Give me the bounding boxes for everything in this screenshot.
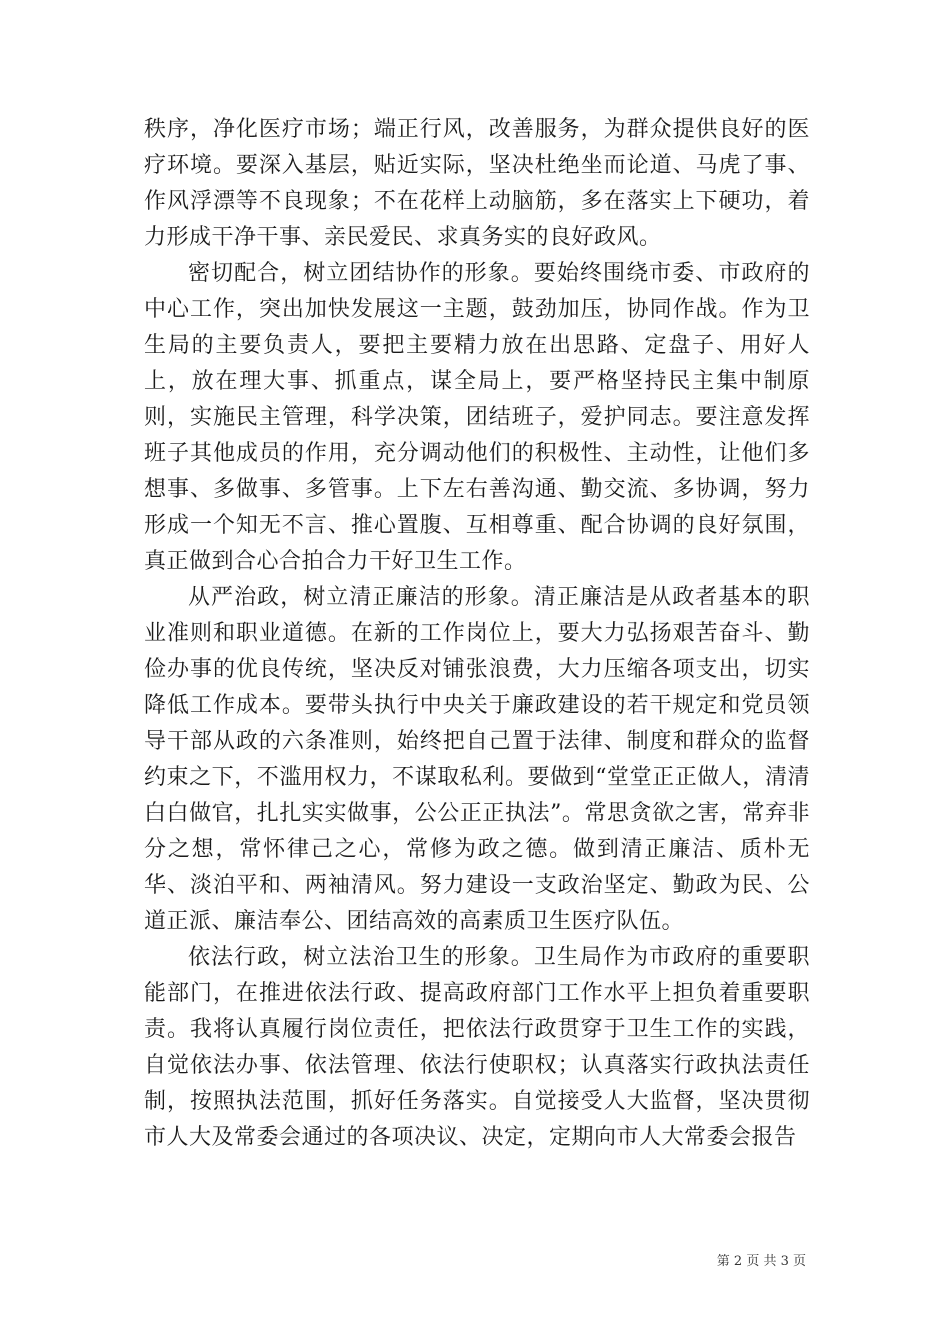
document-body [144,112,810,1156]
page-number-footer: 第 2 页 共 3 页 [716,1254,806,1269]
paragraph-2: 密切配合，树立团结协作的形象。要始终围绕市委、市政府的中心工作，突出加快发展这一主题，鼓劲加压，协同作战。作为卫生局的主要负责人，要把主要精力放在出思路、定盘子、用好人上，放在理大事、抓重点，谋全局上，要严格坚持民主集中制原则，实施民主管理，科学决策，团结班子，爱护同志。要注意发挥班子其他成员的作用，充分调动他们的积极性、主动性，让他们多想事、多做事、多管事。上下左右善沟通、勤交流、多协调，努力形成一个知无不言、推心置腹、互相尊重、配合协调的良好氛围，真正做到合心合拍合力干好卫生工作。 [144,261,810,574]
paragraph-3: 从严治政，树立清正廉洁的形象。清正廉洁是从政者基本的职业准则和职业道德。在新的工作岗位上，要大力弘扬艰苦奋斗、勤俭办事的优良传统，坚决反对铺张浪费，大力压缩各项支出，切实降低工作成本。要带头执行中央关于廉政建设的若干规定和党员领导干部从政的六条准则，始终把自己置于法律、制度和群众的监督约束之下，不滥用权力，不谋取私利。要做到“堂堂正正做人，清清白白做官，扎扎实实做事，公公正正执法”。常思贪欲之害，常弃非分之想，常怀律己之心，常修为政之德。做到清正廉洁、质朴无华、淡泊平和、两袖清风。努力建设一支政治坚定、勤政为民、公道正派、廉洁奉公、团结高效的高素质卫生医疗队伍。 [144,585,810,934]
paragraph-1: 秩序，净化医疗市场；端正行风，改善服务，为群众提供良好的医疗环境。要深入基层，贴近实际，坚决杜绝坐而论道、马虎了事、作风浮漂等不良现象；不在花样上动脑筋，多在落实上下硬功，着力形成干净干事、亲民爱民、求真务实的良好政风。 [144,117,810,250]
paragraph-4: 依法行政，树立法治卫生的形象。卫生局作为市政府的重要职能部门，在推进依法行政、提高政府部门工作水平上担负着重要职责。我将认真履行岗位责任，把依法行政贯穿于卫生工作的实践，自觉依法办事、依法管理、依法行使职权；认真落实行政执法责任制，按照执法范围，抓好任务落实。自觉接受人大监督，坚决贯彻市人大及常委会通过的各项决议、决定，定期向市人大常委会报告 [144,945,810,1150]
